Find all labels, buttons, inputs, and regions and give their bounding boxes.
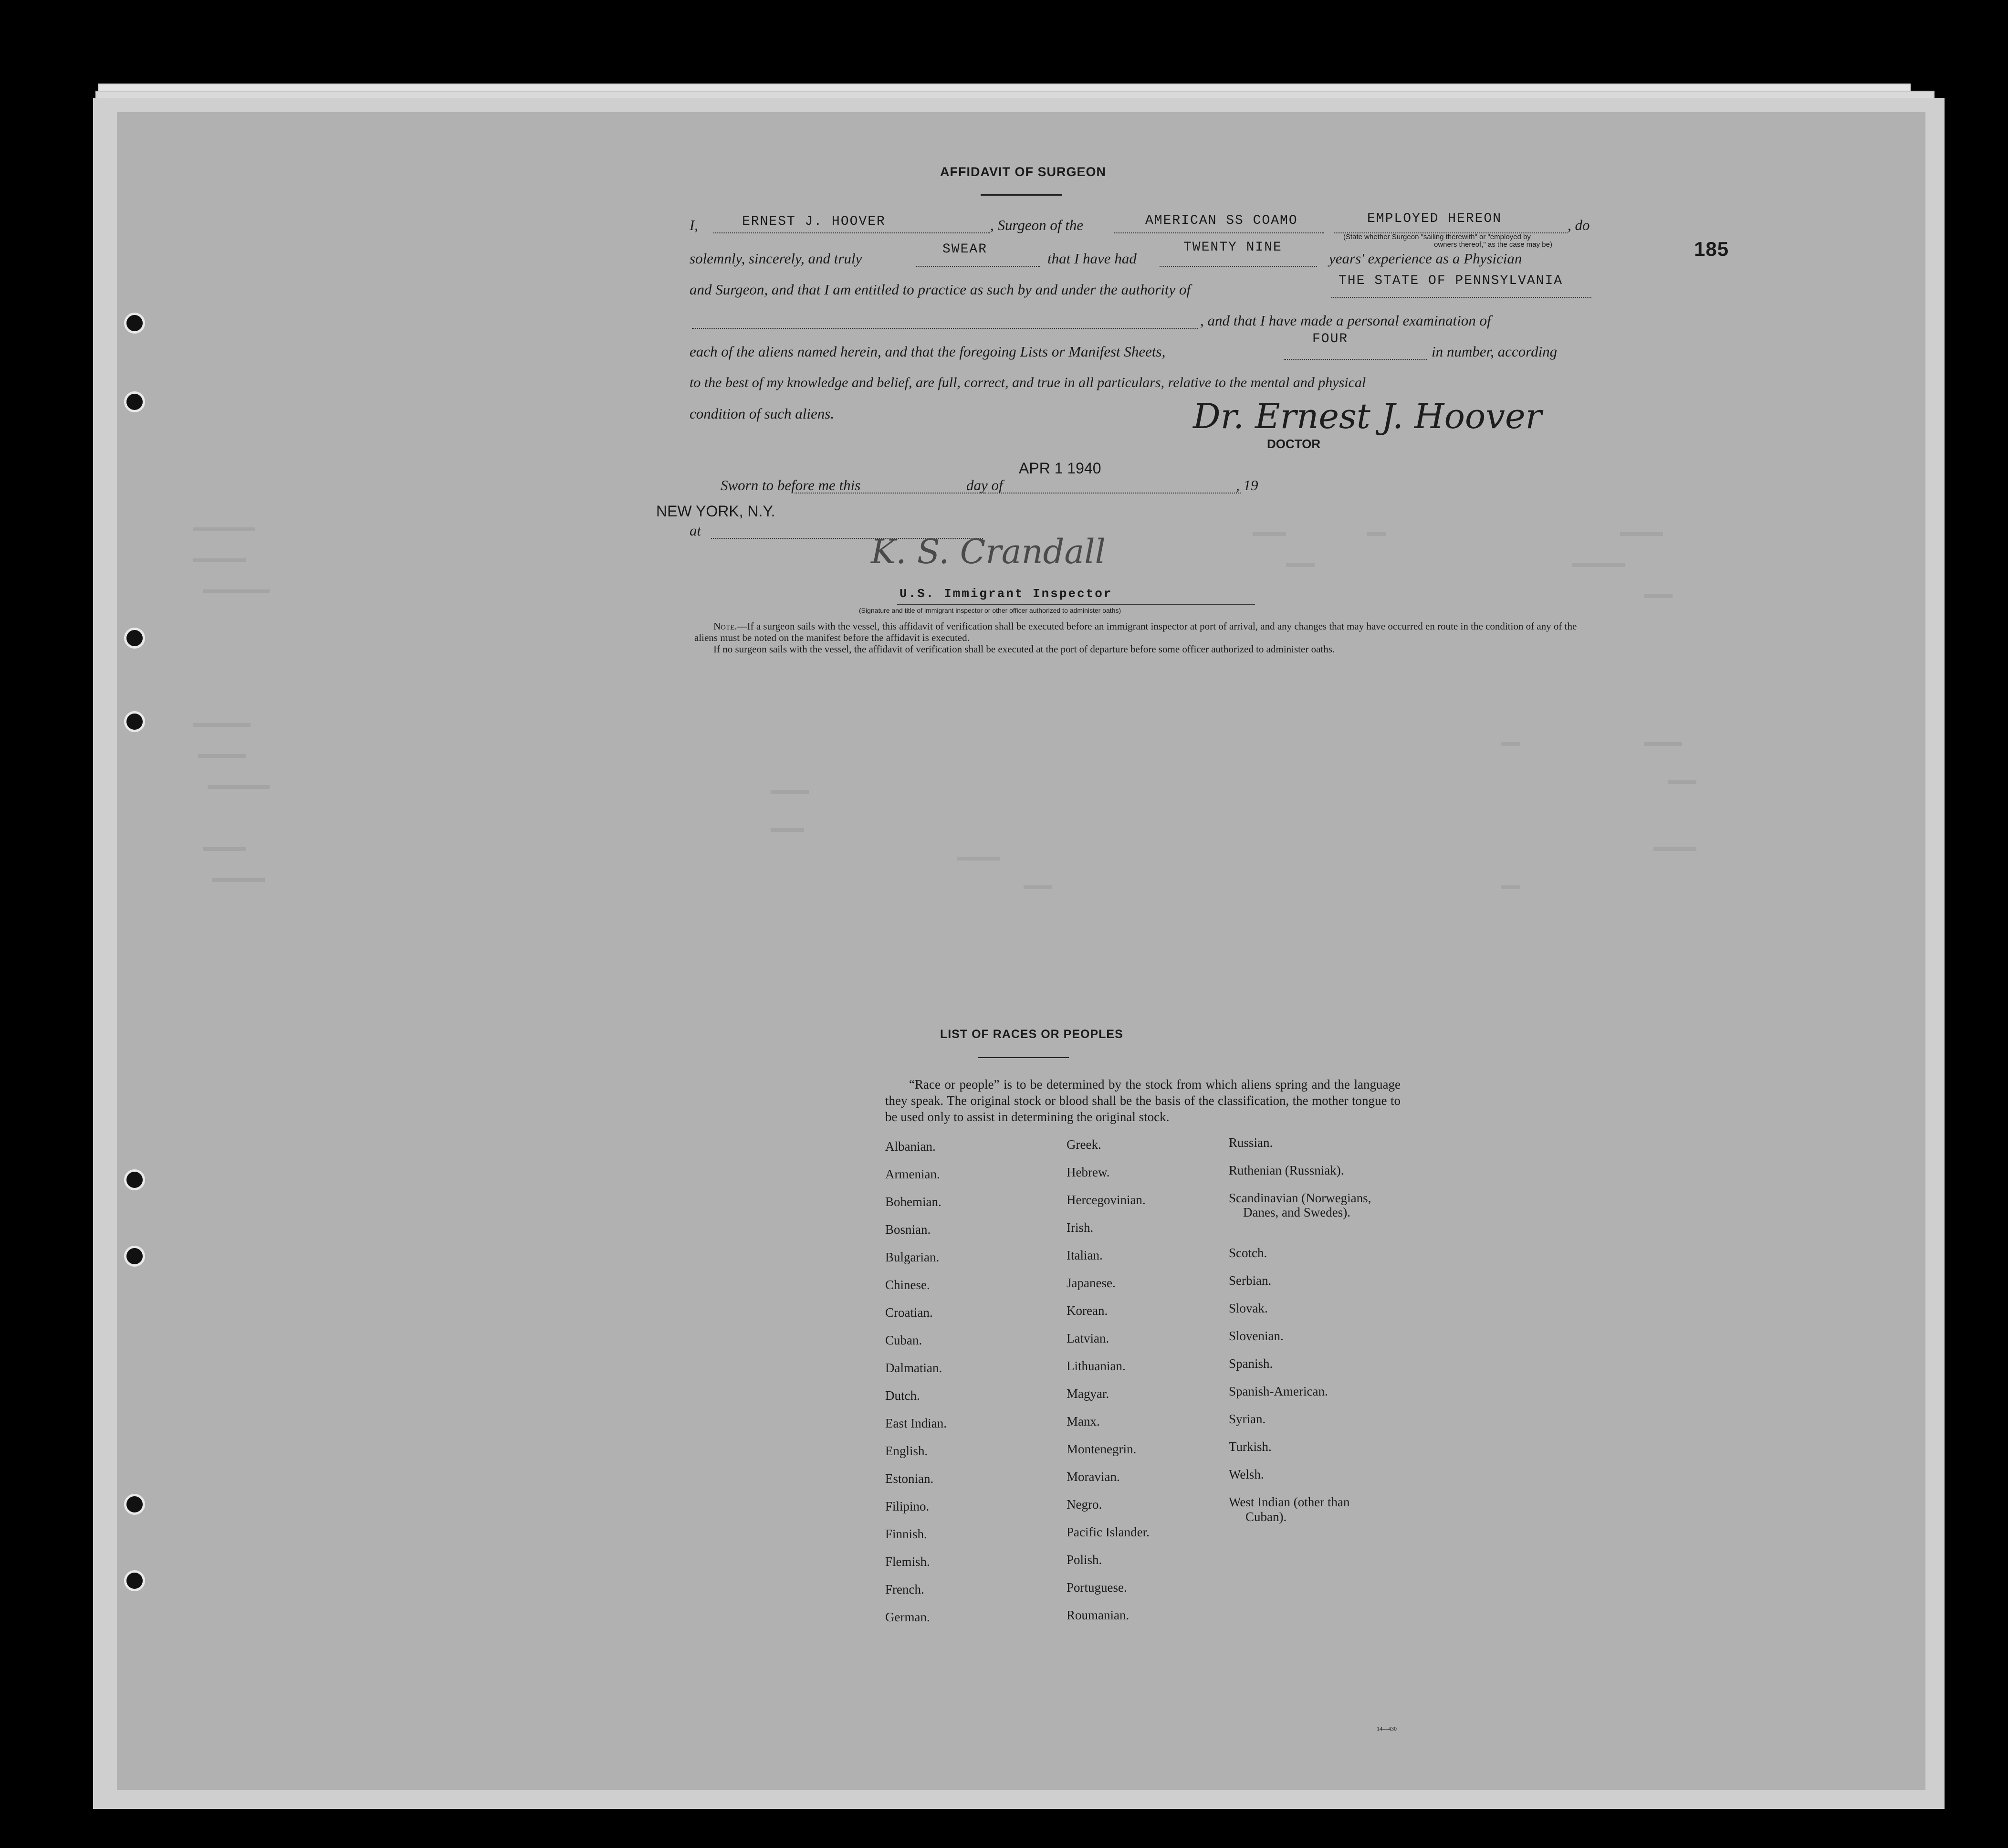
bleed-through-texture bbox=[117, 112, 1925, 1790]
race-item: Roumanian. bbox=[1067, 1608, 1130, 1622]
race-item: Russian. bbox=[1229, 1135, 1273, 1150]
oath-value: SWEAR bbox=[942, 242, 988, 257]
text-i: I, bbox=[690, 217, 699, 233]
race-item: Hercegovinian. bbox=[1067, 1193, 1146, 1207]
place-stamp: NEW YORK, N.Y. bbox=[656, 503, 775, 520]
affidavit-title: AFFIDAVIT OF SURGEON bbox=[940, 165, 1106, 179]
race-item: Estonian. bbox=[885, 1471, 934, 1486]
race-item: Serbian. bbox=[1229, 1273, 1272, 1288]
text-solemnly: solemnly, sincerely, and truly bbox=[690, 250, 862, 267]
race-item: Greek. bbox=[1067, 1137, 1101, 1152]
race-item: Flemish. bbox=[885, 1554, 930, 1569]
text-condition: condition of such aliens. bbox=[690, 405, 835, 422]
race-item: Moravian. bbox=[1067, 1470, 1120, 1484]
text-sworn: Sworn to before me this bbox=[721, 477, 861, 494]
sworn-day-field bbox=[795, 493, 985, 494]
race-item: Irish. bbox=[1067, 1220, 1094, 1235]
race-item: Scandinavian (Norwegians, bbox=[1229, 1191, 1371, 1205]
race-item: Spanish-American. bbox=[1229, 1384, 1328, 1398]
signature-title: DOCTOR bbox=[1267, 437, 1321, 451]
sheets-value: FOUR bbox=[1312, 332, 1349, 346]
race-item: Armenian. bbox=[885, 1167, 940, 1181]
page-number: 185 bbox=[1694, 238, 1729, 260]
sworn-month-field bbox=[985, 493, 1241, 494]
race-item: Bulgarian. bbox=[885, 1250, 940, 1264]
inspector-title: U.S. Immigrant Inspector bbox=[899, 587, 1113, 601]
race-item: Chinese. bbox=[885, 1278, 930, 1292]
race-item: Polish. bbox=[1067, 1553, 1102, 1567]
oath-field bbox=[916, 266, 1040, 267]
race-item: Latvian. bbox=[1067, 1331, 1109, 1345]
surgeon-name: ERNEST J. HOOVER bbox=[742, 214, 886, 229]
surgeon-name-field bbox=[713, 232, 990, 233]
inspector-signature: K. S. Crandall bbox=[871, 532, 1106, 571]
race-item: Hebrew. bbox=[1067, 1165, 1110, 1179]
surgeon-signature: Dr. Ernest J. Hoover bbox=[1193, 396, 1542, 436]
race-item: Filipino. bbox=[885, 1499, 930, 1513]
race-item: Pacific Islander. bbox=[1067, 1525, 1150, 1539]
race-item: Albanian. bbox=[885, 1139, 936, 1154]
form-code: 14—430 bbox=[1377, 1725, 1397, 1732]
race-item: Negro. bbox=[1067, 1497, 1102, 1512]
authority-field bbox=[1331, 297, 1591, 298]
years-value: TWENTY NINE bbox=[1183, 240, 1282, 255]
race-item: Portuguese. bbox=[1067, 1580, 1127, 1595]
text-do: , do bbox=[1568, 217, 1590, 233]
race-item: Magyar. bbox=[1067, 1386, 1109, 1401]
text-each-of-aliens: each of the aliens named herein, and that the foregoing Lists or Manifest Sheets, bbox=[690, 343, 1166, 360]
affidavit-note-2: If no surgeon sails with the vessel, the affidavit of verification shall be executed at the port of departure before some officer authorized to administer oaths. bbox=[713, 643, 1335, 655]
employment-note-2: owners thereof," as the case may be) bbox=[1434, 241, 1552, 249]
races-intro: “Race or people” is to be determined by the stock from which aliens spring and the language they speak. The original stock or blood shall be the basis of the classification, the mother tongue to be used only to assist in determining the original stock. bbox=[885, 1077, 1401, 1124]
text-surgeon-of: , Surgeon of the bbox=[990, 217, 1084, 233]
race-item: Bohemian. bbox=[885, 1195, 941, 1209]
race-item: Turkish. bbox=[1229, 1439, 1272, 1454]
text-that-i-have-had: that I have had bbox=[1047, 250, 1137, 267]
affidavit-title-rule bbox=[981, 194, 1062, 196]
authority-continuation-field bbox=[692, 328, 1198, 329]
race-item: Danes, and Swedes). bbox=[1243, 1205, 1350, 1219]
text-day-of: day of bbox=[966, 477, 1003, 494]
race-item: Cuban). bbox=[1245, 1510, 1287, 1524]
text-best-knowledge: to the best of my knowledge and belief, are full, correct, and true in all particulars, relative to the mental and physical bbox=[690, 375, 1366, 390]
years-field bbox=[1160, 266, 1317, 267]
race-item: Slovak. bbox=[1229, 1301, 1268, 1315]
manifest-page bbox=[117, 112, 1925, 1790]
race-item: Slovenian. bbox=[1229, 1329, 1284, 1343]
inspector-caption: (Signature and title of immigrant inspector or other officer authorized to administer oaths) bbox=[859, 607, 1121, 614]
text-years-experience: years' experience as a Physician bbox=[1329, 250, 1522, 267]
race-item: Finnish. bbox=[885, 1527, 927, 1541]
race-item: Italian. bbox=[1067, 1248, 1103, 1262]
race-item: Cuban. bbox=[885, 1333, 922, 1347]
vessel-name: AMERICAN SS COAMO bbox=[1145, 213, 1298, 228]
race-item: Manx. bbox=[1067, 1414, 1100, 1428]
authority-value: THE STATE OF PENNSYLVANIA bbox=[1339, 273, 1563, 288]
employment-status: EMPLOYED HEREON bbox=[1367, 211, 1502, 226]
race-item: Syrian. bbox=[1229, 1412, 1266, 1426]
race-item: East Indian. bbox=[885, 1416, 947, 1430]
text-personal-exam: , and that I have made a personal examination of bbox=[1200, 312, 1491, 329]
text-and-surgeon: and Surgeon, and that I am entitled to practice as such by and under the authority of bbox=[690, 281, 1191, 298]
race-item: German. bbox=[885, 1610, 930, 1624]
race-item: Montenegrin. bbox=[1067, 1442, 1137, 1456]
races-title: LIST OF RACES OR PEOPLES bbox=[940, 1028, 1123, 1041]
employment-note-1: (State whether Surgeon "sailing therewith" or "employed by bbox=[1343, 233, 1531, 241]
text-nineteen: , 19 bbox=[1236, 477, 1258, 494]
race-item: Bosnian. bbox=[885, 1222, 931, 1237]
vessel-field bbox=[1114, 232, 1324, 233]
race-item: West Indian (other than bbox=[1229, 1495, 1350, 1509]
date-stamp: APR 1 1940 bbox=[1019, 460, 1101, 477]
race-item: Ruthenian (Russniak). bbox=[1229, 1163, 1344, 1177]
race-item: Scotch. bbox=[1229, 1246, 1267, 1260]
race-item: Croatian. bbox=[885, 1305, 933, 1320]
race-item: Dalmatian. bbox=[885, 1361, 942, 1375]
text-in-number: in number, according bbox=[1432, 343, 1558, 360]
text-at: at bbox=[690, 522, 701, 539]
note-label: Note. bbox=[713, 620, 737, 632]
sheets-field bbox=[1284, 359, 1427, 360]
race-item: Japanese. bbox=[1067, 1276, 1116, 1290]
inspector-field bbox=[897, 604, 1255, 605]
race-item: Korean. bbox=[1067, 1303, 1108, 1318]
affidavit-note-1 bbox=[694, 620, 1596, 643]
race-item: Lithuanian. bbox=[1067, 1359, 1126, 1373]
race-item: French. bbox=[885, 1582, 924, 1596]
races-title-rule bbox=[978, 1057, 1069, 1058]
race-item: Welsh. bbox=[1229, 1467, 1264, 1481]
note-text-1: —If a surgeon sails with the vessel, this affidavit of verification shall be executed before an immigrant inspector at port of arrival, and any changes that may have occurred en route in the condition of any of the aliens must be noted on the manifest before the affidavit is executed. bbox=[694, 620, 1577, 643]
race-item: English. bbox=[885, 1444, 928, 1458]
race-item: Dutch. bbox=[885, 1388, 920, 1403]
race-item: Spanish. bbox=[1229, 1356, 1273, 1371]
